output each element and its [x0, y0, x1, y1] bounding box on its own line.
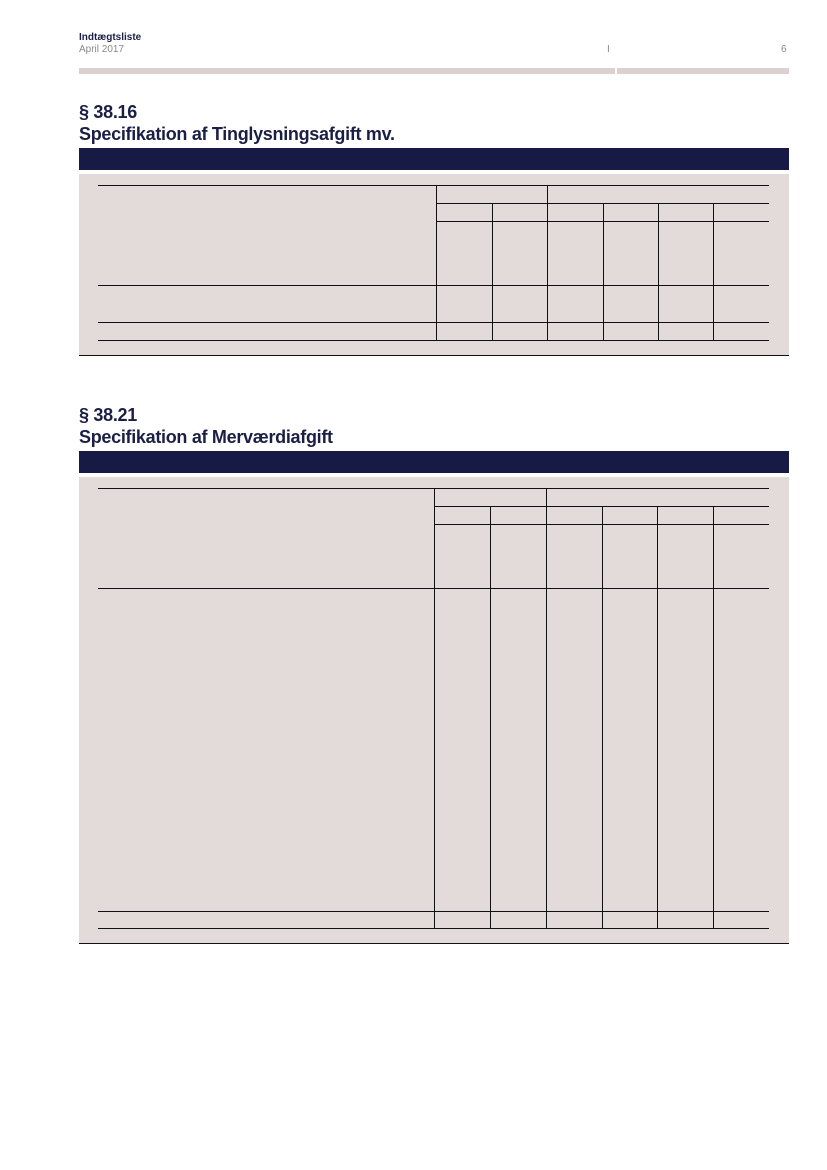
table-header-bar [79, 148, 789, 170]
header-separator: I [607, 44, 610, 55]
document-date: April 2017 [79, 44, 125, 55]
table-header-bar [79, 451, 789, 473]
section-title: Specifikation af Merværdiafgift [79, 427, 333, 447]
table-column-line [713, 506, 714, 928]
header-rule [79, 68, 789, 74]
table-panel [79, 477, 789, 943]
table-column-line [602, 506, 603, 928]
table-column-line [436, 185, 437, 340]
table-column-line [434, 488, 435, 928]
table-rule [98, 340, 769, 341]
table-column-line [546, 488, 547, 928]
section-title: Specifikation af Tinglysningsafgift mv. [79, 124, 395, 144]
section-number: § 38.16 [79, 102, 137, 122]
table-rule [98, 928, 769, 929]
section-number: § 38.21 [79, 405, 137, 425]
table-column-line [657, 506, 658, 928]
table-bottom-rule [79, 943, 789, 944]
table-column-line [603, 203, 604, 340]
page-number: 6 [781, 44, 787, 55]
table-rule [98, 322, 769, 323]
table-rule [98, 185, 769, 186]
document-title: Indtægtsliste [79, 32, 142, 43]
table-bottom-rule [79, 355, 789, 356]
table-column-line [713, 203, 714, 340]
table-column-line [547, 185, 548, 340]
table-rule [98, 285, 769, 286]
table-panel [79, 174, 789, 355]
table-column-line [658, 203, 659, 340]
table-column-line [490, 506, 491, 928]
table-column-line [492, 203, 493, 340]
